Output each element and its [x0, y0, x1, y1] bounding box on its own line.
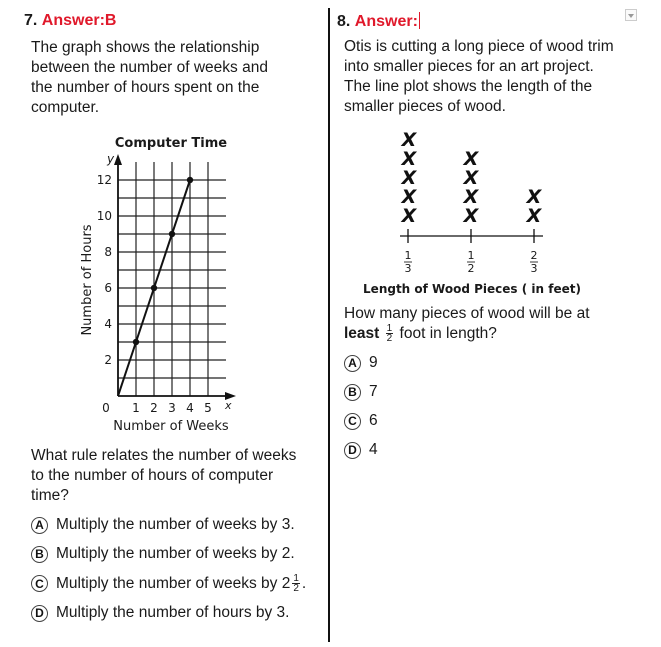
- q7-prompt: [31, 38, 321, 118]
- svg-text:0: 0: [102, 401, 110, 415]
- q7-prompt-line: The graph shows the relationship: [31, 39, 260, 56]
- choice-bubble-icon[interactable]: D: [31, 605, 48, 622]
- choice-bubble-icon[interactable]: D: [344, 442, 361, 459]
- q8-question-line: How many pieces of wood will be at: [344, 305, 590, 322]
- q8-prompt-line: smaller pieces of wood.: [344, 98, 506, 115]
- chart-grid: [118, 162, 226, 396]
- q7-number: 7.: [24, 12, 38, 29]
- q7-choice-b[interactable]: [31, 545, 295, 563]
- q7-choice-a[interactable]: [31, 516, 295, 534]
- text-cursor: [419, 12, 421, 29]
- svg-text:12: 12: [96, 173, 112, 187]
- wood-pieces-line-plot: [360, 125, 590, 300]
- svg-text:2: 2: [530, 249, 538, 262]
- svg-text:3: 3: [404, 262, 412, 275]
- q8-choice-c[interactable]: [344, 412, 378, 430]
- svg-text:X: X: [401, 148, 417, 170]
- choice-bubble-icon[interactable]: A: [31, 517, 48, 534]
- svg-text:8: 8: [104, 245, 112, 259]
- svg-text:X: X: [401, 167, 417, 189]
- svg-text:2: 2: [150, 401, 158, 415]
- svg-text:X: X: [463, 148, 479, 170]
- y-tick-labels: [97, 173, 112, 367]
- svg-text:3: 3: [168, 401, 176, 415]
- q7-question: [31, 446, 326, 506]
- y-axis-label: Number of Hours: [80, 224, 95, 336]
- line-plot-xlabel: Length of Wood Pieces ( in feet): [363, 282, 581, 296]
- svg-text:X: X: [526, 186, 542, 208]
- svg-text:4: 4: [104, 317, 112, 331]
- fraction: $\frac{1}{2}$: [386, 323, 393, 345]
- svg-text:X: X: [526, 205, 542, 227]
- computer-time-chart: [70, 128, 250, 438]
- q8-choice-b[interactable]: [344, 383, 378, 401]
- svg-text:3: 3: [530, 262, 538, 275]
- q7-prompt-line: between the number of weeks and: [31, 59, 268, 76]
- x-axis-label: Number of Weeks: [113, 419, 229, 434]
- category-labels: [404, 249, 538, 275]
- q8-number: 8.: [337, 13, 351, 30]
- choice-text: 4: [369, 441, 378, 458]
- svg-text:X: X: [463, 186, 479, 208]
- dropdown-toggle-icon[interactable]: [625, 9, 637, 21]
- choice-bubble-icon[interactable]: C: [31, 575, 48, 592]
- q7-prompt-line: the number of hours spent on the: [31, 79, 260, 96]
- data-point: [169, 231, 175, 237]
- svg-text:X: X: [463, 167, 479, 189]
- q7-choice-d[interactable]: [31, 604, 289, 622]
- svg-text:2: 2: [104, 353, 112, 367]
- data-point: [151, 285, 157, 291]
- q8-prompt-line: Otis is cutting a long piece of wood trim: [344, 38, 614, 55]
- svg-text:1: 1: [404, 249, 412, 262]
- q8-prompt: [344, 37, 654, 117]
- x-markers: [401, 129, 543, 227]
- choice-text: 6: [369, 412, 378, 429]
- q7-question-line: to the number of hours of computer: [31, 467, 274, 484]
- svg-text:1: 1: [132, 401, 140, 415]
- svg-text:5: 5: [204, 401, 212, 415]
- q7-choice-c[interactable]: C Multiply the number of weeks by 2 $\frac{1}{2}$ .: [31, 574, 306, 593]
- q8-prompt-line: The line plot shows the length of the: [344, 78, 593, 95]
- chart-title: Computer Time: [114, 136, 228, 151]
- x-tick-labels: [102, 401, 212, 415]
- q8-choice-a[interactable]: [344, 354, 378, 372]
- q8-answer-field[interactable]: Answer:: [354, 13, 418, 30]
- choice-text: 7: [369, 383, 378, 400]
- svg-text:2: 2: [467, 262, 475, 275]
- q8-choice-d[interactable]: [344, 441, 378, 459]
- choice-bubble-icon[interactable]: B: [344, 384, 361, 401]
- q8-question-line: least $\frac{1}{2}$ foot in length?: [344, 323, 497, 345]
- q8-header: [337, 12, 420, 31]
- choice-text: Multiply the number of hours by 3.: [56, 604, 290, 621]
- q7-header: [24, 12, 116, 30]
- svg-text:4: 4: [186, 401, 194, 415]
- choice-bubble-icon[interactable]: C: [344, 413, 361, 430]
- choice-bubble-icon[interactable]: A: [344, 355, 361, 372]
- choice-bubble-icon[interactable]: B: [31, 546, 48, 563]
- q8-prompt-line: into smaller pieces for an art project.: [344, 58, 594, 75]
- svg-text:X: X: [401, 129, 417, 151]
- q7-prompt-line: computer.: [31, 99, 100, 116]
- svg-text:10: 10: [96, 209, 112, 223]
- choice-text: Multiply the number of weeks by 3.: [56, 516, 295, 533]
- q7-answer-field[interactable]: Answer:B: [41, 12, 117, 29]
- svg-text:6: 6: [104, 281, 112, 295]
- choice-text: 9: [369, 354, 378, 371]
- choice-text: Multiply the number of weeks by 2: [56, 574, 291, 592]
- svg-text:X: X: [401, 186, 417, 208]
- x-axis-letter: x: [225, 399, 232, 412]
- data-point: [133, 339, 139, 345]
- q7-question-line: What rule relates the number of weeks: [31, 447, 297, 464]
- y-axis-arrow-icon: [114, 154, 122, 165]
- column-divider: [328, 8, 330, 642]
- q8-question: [344, 304, 654, 344]
- svg-text:1: 1: [467, 249, 475, 262]
- data-point: [187, 177, 193, 183]
- svg-text:X: X: [463, 205, 479, 227]
- q7-question-line: time?: [31, 487, 69, 504]
- svg-text:X: X: [401, 205, 417, 227]
- choice-text: Multiply the number of weeks by 2.: [56, 545, 295, 562]
- y-axis-letter: y: [107, 152, 115, 166]
- fraction: $\frac{1}{2}$: [293, 573, 299, 594]
